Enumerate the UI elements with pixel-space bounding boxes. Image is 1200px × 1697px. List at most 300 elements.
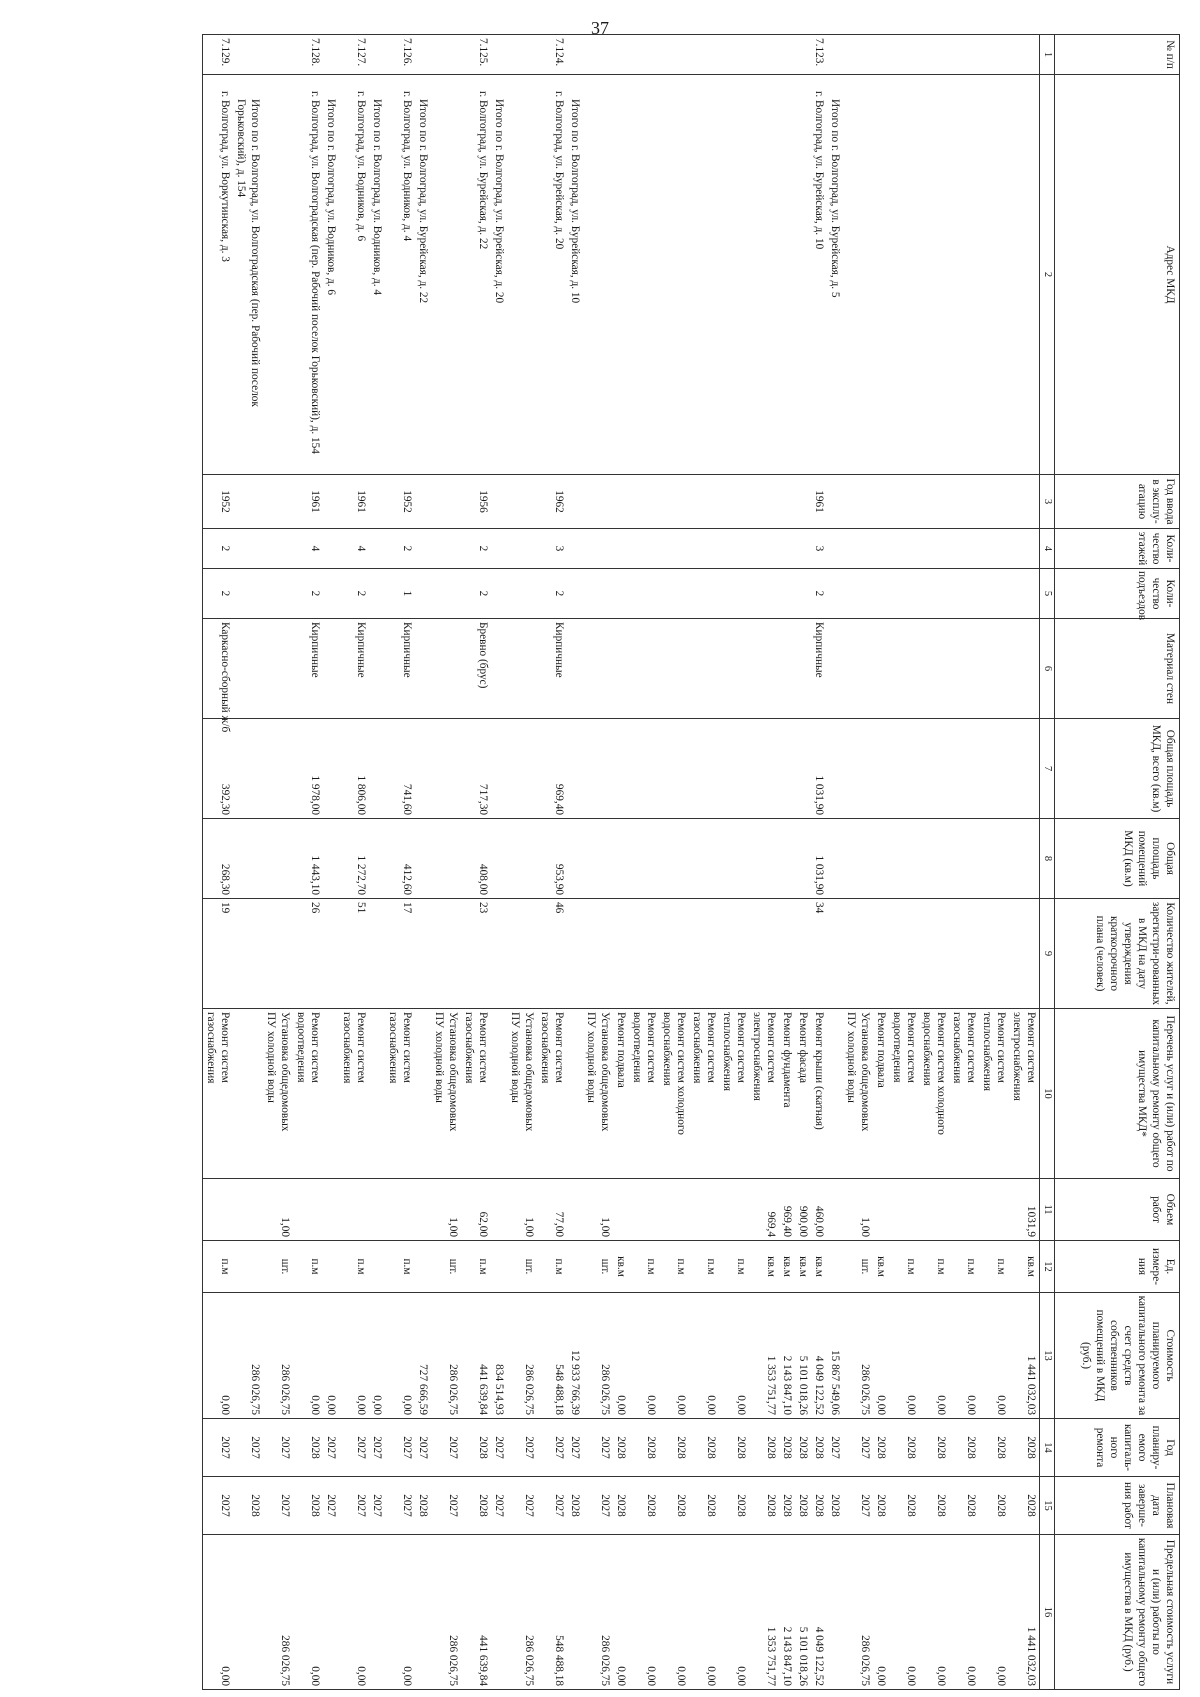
- address-cell: [843, 75, 873, 475]
- repair-year-cell: 2027: [339, 1419, 369, 1477]
- work-type-cell: [719, 1009, 749, 1179]
- work-type-line: водоотведения: [631, 1012, 643, 1083]
- repair-year-cell: 2027: [827, 1419, 843, 1477]
- wall-material-cell: [889, 619, 919, 719]
- end-date-cell: 2028: [795, 1477, 811, 1535]
- repair-year-cell: 2027: [263, 1419, 293, 1477]
- residents-cell: [979, 899, 1009, 1009]
- residents-cell: [843, 899, 873, 1009]
- end-date-cell: 2028: [659, 1477, 689, 1535]
- repair-year-cell: 2028: [659, 1419, 689, 1477]
- row-number: [889, 35, 919, 75]
- column-header: Объем работ: [1055, 1179, 1180, 1241]
- column-index: 7: [1040, 719, 1055, 819]
- entrances-cell: [873, 569, 889, 619]
- row-number: [659, 35, 689, 75]
- column-header: Общая площадь МКД, всего (кв.м): [1055, 719, 1180, 819]
- floors-cell: [583, 529, 613, 569]
- residents-cell: [779, 899, 795, 1009]
- repair-year-cell: 2027: [491, 1419, 507, 1477]
- repair-year-cell: 2028: [689, 1419, 719, 1477]
- work-type-line: ПУ холодной воды: [433, 1012, 445, 1103]
- repair-year-cell: 2028: [979, 1419, 1009, 1477]
- repair-year-cell: 2027: [431, 1419, 461, 1477]
- table-row: [889, 35, 919, 1690]
- page-number: 37: [591, 18, 609, 38]
- limit-cost-cell: [415, 1535, 431, 1690]
- column-index: 12: [1040, 1241, 1055, 1293]
- table-row: [629, 35, 659, 1690]
- unit-cell: п.м: [537, 1241, 567, 1293]
- address-cell: Итого по г. Волгоград, ул. Водников, д. 4: [369, 75, 385, 475]
- wall-material-cell: [979, 619, 1009, 719]
- wall-material-cell: Кирпичные: [293, 619, 323, 719]
- premises-area-cell: 1 443,10: [293, 819, 323, 899]
- table-row: [461, 35, 491, 1690]
- total-area-cell: [629, 719, 659, 819]
- limit-cost-cell: [491, 1535, 507, 1690]
- column-index: 6: [1040, 619, 1055, 719]
- work-type-line: Ремонт систем: [645, 1012, 657, 1083]
- column-index: 10: [1040, 1009, 1055, 1179]
- floors-cell: [415, 529, 431, 569]
- row-number: [843, 35, 873, 75]
- unit-cell: п.м: [339, 1241, 369, 1293]
- column-header: Коли-чество подъездов: [1055, 569, 1180, 619]
- unit-cell: п.м: [919, 1241, 949, 1293]
- table-row: [795, 35, 811, 1690]
- row-number: [919, 35, 949, 75]
- entrances-cell: [919, 569, 949, 619]
- year-cell: 1956: [461, 475, 491, 529]
- limit-cost-cell: [323, 1535, 339, 1690]
- limit-cost-cell: [567, 1535, 583, 1690]
- total-area-cell: [1009, 719, 1040, 819]
- year-cell: 1961: [293, 475, 323, 529]
- work-type-line: электроснабжения: [751, 1012, 763, 1101]
- premises-area-cell: [719, 819, 749, 899]
- entrances-cell: 2: [339, 569, 369, 619]
- repair-year-cell: 2027: [203, 1419, 234, 1477]
- column-index: 14: [1040, 1419, 1055, 1477]
- end-date-cell: 2028: [629, 1477, 659, 1535]
- volume-cell: 1,00: [507, 1179, 537, 1241]
- residents-cell: [491, 899, 507, 1009]
- year-cell: [369, 475, 385, 529]
- table-row: [719, 35, 749, 1690]
- limit-cost-cell: 548 488,18: [537, 1535, 567, 1690]
- work-type-line: Ремонт систем холодного: [675, 1012, 687, 1135]
- floors-cell: [827, 529, 843, 569]
- work-type-line: Ремонт подвала: [615, 1012, 627, 1088]
- entrances-cell: [659, 569, 689, 619]
- row-number: [827, 35, 843, 75]
- unit-cell: п.м: [889, 1241, 919, 1293]
- total-area-cell: [795, 719, 811, 819]
- wall-material-cell: [369, 619, 385, 719]
- unit-cell: кв.м: [613, 1241, 629, 1293]
- year-cell: [491, 475, 507, 529]
- premises-area-cell: [233, 819, 263, 899]
- work-type-line: Установка общедомовых: [523, 1012, 535, 1132]
- address-cell: [507, 75, 537, 475]
- total-area-cell: [233, 719, 263, 819]
- column-header: Год ввода в эксплу-атацию: [1055, 475, 1180, 529]
- total-area-cell: 741,60: [385, 719, 415, 819]
- year-cell: [779, 475, 795, 529]
- residents-cell: 46: [537, 899, 567, 1009]
- total-area-cell: [889, 719, 919, 819]
- address-cell: [795, 75, 811, 475]
- end-date-cell: 2027: [491, 1477, 507, 1535]
- work-type-line: Ремонт систем: [309, 1012, 321, 1083]
- work-type-line: ПУ холодной воды: [265, 1012, 277, 1103]
- row-number: 7.126.: [385, 35, 415, 75]
- floors-cell: [843, 529, 873, 569]
- total-area-cell: 392,30: [203, 719, 234, 819]
- end-date-cell: 2027: [263, 1477, 293, 1535]
- address-cell: Итого по г. Волгоград, ул. Бурейская, д. 20: [491, 75, 507, 475]
- rotated-table-container: [20, 34, 1180, 1689]
- row-number: 7.125.: [461, 35, 491, 75]
- wall-material-cell: [749, 619, 779, 719]
- total-area-cell: 1 806,00: [339, 719, 369, 819]
- work-type-cell: [629, 1009, 659, 1179]
- column-index: 1: [1040, 35, 1055, 75]
- address-cell: [613, 75, 629, 475]
- limit-cost-cell: 0,00: [919, 1535, 949, 1690]
- cost-cell: 0,00: [385, 1293, 415, 1419]
- repair-year-cell: 2028: [1009, 1419, 1040, 1477]
- work-type-line: Ремонт фундамента: [781, 1012, 793, 1108]
- residents-cell: [263, 899, 293, 1009]
- entrances-cell: [827, 569, 843, 619]
- entrances-cell: [749, 569, 779, 619]
- limit-cost-cell: 1 353 751,77: [749, 1535, 779, 1690]
- table-row: [613, 35, 629, 1690]
- unit-cell: [415, 1241, 431, 1293]
- total-area-cell: [749, 719, 779, 819]
- unit-cell: п.м: [203, 1241, 234, 1293]
- unit-cell: п.м: [461, 1241, 491, 1293]
- subtotal-row: [233, 35, 263, 1690]
- wall-material-cell: Кирпичные: [537, 619, 567, 719]
- wall-material-cell: [873, 619, 889, 719]
- total-area-cell: [827, 719, 843, 819]
- floors-cell: 2: [461, 529, 491, 569]
- work-type-line: Ремонт систем: [735, 1012, 747, 1083]
- total-area-cell: [979, 719, 1009, 819]
- column-header: № п/п: [1055, 35, 1180, 75]
- unit-cell: п.м: [629, 1241, 659, 1293]
- year-cell: [659, 475, 689, 529]
- floors-cell: [263, 529, 293, 569]
- cost-cell: 4 049 122,52: [811, 1293, 827, 1419]
- column-header: Материал стен: [1055, 619, 1180, 719]
- work-type-line: Ремонт систем холодного: [935, 1012, 947, 1135]
- wall-material-cell: Кирпичные: [339, 619, 369, 719]
- floors-cell: [233, 529, 263, 569]
- work-type-line: Ремонт фасада: [797, 1012, 809, 1084]
- wall-material-cell: [233, 619, 263, 719]
- work-type-cell: [811, 1009, 827, 1179]
- work-type-line: газоснабжения: [691, 1012, 703, 1084]
- total-area-cell: [415, 719, 431, 819]
- entrances-cell: 2: [537, 569, 567, 619]
- column-index: 4: [1040, 529, 1055, 569]
- work-type-cell: [583, 1009, 613, 1179]
- entrances-cell: [843, 569, 873, 619]
- column-index: 13: [1040, 1293, 1055, 1419]
- end-date-cell: 2028: [889, 1477, 919, 1535]
- volume-cell: [659, 1179, 689, 1241]
- cost-cell: 0,00: [919, 1293, 949, 1419]
- cost-cell: 1 353 751,77: [749, 1293, 779, 1419]
- table-body: [203, 35, 1040, 1690]
- volume-cell: [233, 1179, 263, 1241]
- premises-area-cell: [749, 819, 779, 899]
- entrances-cell: [689, 569, 719, 619]
- address-cell: [431, 75, 461, 475]
- repair-year-cell: 2027: [843, 1419, 873, 1477]
- cost-cell: 286 026,75: [233, 1293, 263, 1419]
- residents-cell: [795, 899, 811, 1009]
- premises-area-cell: 268,30: [203, 819, 234, 899]
- repair-year-cell: 2028: [749, 1419, 779, 1477]
- volume-cell: 969,4: [749, 1179, 779, 1241]
- year-cell: 1952: [385, 475, 415, 529]
- premises-area-cell: [827, 819, 843, 899]
- premises-area-cell: [369, 819, 385, 899]
- table-row: [979, 35, 1009, 1690]
- premises-area-cell: 1 031,90: [811, 819, 827, 899]
- premises-area-cell: [263, 819, 293, 899]
- limit-cost-cell: 286 026,75: [263, 1535, 293, 1690]
- volume-cell: [323, 1179, 339, 1241]
- repair-year-cell: 2028: [461, 1419, 491, 1477]
- work-type-line: теплоснабжения: [721, 1012, 733, 1092]
- row-number: [629, 35, 659, 75]
- total-area-cell: [491, 719, 507, 819]
- column-header: Коли-чество этажей: [1055, 529, 1180, 569]
- entrances-cell: [779, 569, 795, 619]
- premises-area-cell: [567, 819, 583, 899]
- column-index: 8: [1040, 819, 1055, 899]
- year-cell: [873, 475, 889, 529]
- year-cell: [719, 475, 749, 529]
- volume-cell: 900,00: [795, 1179, 811, 1241]
- volume-cell: 1031,9: [1009, 1179, 1040, 1241]
- end-date-cell: 2028: [949, 1477, 979, 1535]
- year-cell: 1952: [203, 475, 234, 529]
- total-area-cell: [689, 719, 719, 819]
- unit-cell: [323, 1241, 339, 1293]
- column-header: Общая площадь помещений МКД (кв.м): [1055, 819, 1180, 899]
- table-row: [811, 35, 827, 1690]
- total-area-cell: [919, 719, 949, 819]
- limit-cost-cell: 0,00: [659, 1535, 689, 1690]
- wall-material-cell: Бревно (брус): [461, 619, 491, 719]
- cost-cell: 834 514,93: [491, 1293, 507, 1419]
- row-number: [613, 35, 629, 75]
- repair-year-cell: 2027: [415, 1419, 431, 1477]
- address-cell: Итого по г. Волгоград, ул. Бурейская, д. 10: [567, 75, 583, 475]
- premises-area-cell: [431, 819, 461, 899]
- floors-cell: 4: [293, 529, 323, 569]
- floors-cell: [873, 529, 889, 569]
- column-header: Плановая дата заверше-ния работ: [1055, 1477, 1180, 1535]
- total-area-cell: [431, 719, 461, 819]
- repair-year-cell: 2028: [889, 1419, 919, 1477]
- end-date-cell: 2028: [827, 1477, 843, 1535]
- cost-cell: 727 666,59: [415, 1293, 431, 1419]
- address-cell: Итого по г. Волгоград, ул. Бурейская, д. 22: [415, 75, 431, 475]
- floors-cell: [323, 529, 339, 569]
- address-cell: [1009, 75, 1040, 475]
- residents-cell: [507, 899, 537, 1009]
- residents-cell: [567, 899, 583, 1009]
- total-area-cell: 969,40: [537, 719, 567, 819]
- residents-cell: [949, 899, 979, 1009]
- wall-material-cell: [491, 619, 507, 719]
- wall-material-cell: [323, 619, 339, 719]
- unit-cell: шт.: [507, 1241, 537, 1293]
- total-area-cell: 1 978,00: [293, 719, 323, 819]
- end-date-cell: 2027: [203, 1477, 234, 1535]
- residents-cell: [431, 899, 461, 1009]
- floors-cell: 2: [385, 529, 415, 569]
- column-header: Стоимость планируемого капитального ремонта за счет средств собственников помещений в МКД (руб.): [1055, 1293, 1180, 1419]
- year-cell: [919, 475, 949, 529]
- entrances-cell: 2: [811, 569, 827, 619]
- work-type-cell: [979, 1009, 1009, 1179]
- premises-area-cell: [689, 819, 719, 899]
- cost-cell: 286 026,75: [843, 1293, 873, 1419]
- cost-cell: 0,00: [889, 1293, 919, 1419]
- work-type-line: Установка общедомовых: [599, 1012, 611, 1132]
- floors-cell: [979, 529, 1009, 569]
- wall-material-cell: [719, 619, 749, 719]
- volume-cell: [491, 1179, 507, 1241]
- repair-year-cell: 2027: [567, 1419, 583, 1477]
- header-row: [1055, 35, 1180, 1690]
- limit-cost-cell: 0,00: [689, 1535, 719, 1690]
- row-number: [491, 35, 507, 75]
- work-type-line: газоснабжения: [341, 1012, 353, 1084]
- unit-cell: п.м: [385, 1241, 415, 1293]
- table-row: [203, 35, 234, 1690]
- repair-year-cell: 2028: [795, 1419, 811, 1477]
- work-type-cell: [779, 1009, 795, 1179]
- row-number: [1009, 35, 1040, 75]
- row-number: [583, 35, 613, 75]
- column-index: 9: [1040, 899, 1055, 1009]
- entrances-cell: [1009, 569, 1040, 619]
- cost-cell: 286 026,75: [583, 1293, 613, 1419]
- work-type-line: газоснабжения: [951, 1012, 963, 1084]
- residents-cell: 17: [385, 899, 415, 1009]
- work-type-line: Ремонт систем: [477, 1012, 489, 1083]
- work-type-line: водоотведения: [891, 1012, 903, 1083]
- cost-cell: 0,00: [293, 1293, 323, 1419]
- column-index: 15: [1040, 1477, 1055, 1535]
- end-date-cell: 2027: [369, 1477, 385, 1535]
- premises-area-cell: [583, 819, 613, 899]
- year-cell: [827, 475, 843, 529]
- work-type-cell: [659, 1009, 689, 1179]
- work-type-line: Ремонт систем: [1025, 1012, 1037, 1083]
- work-type-cell: [339, 1009, 369, 1179]
- table-row: [537, 35, 567, 1690]
- unit-cell: кв.м: [811, 1241, 827, 1293]
- volume-cell: [919, 1179, 949, 1241]
- work-type-line: водоснабжения: [661, 1012, 673, 1086]
- row-number: [233, 35, 263, 75]
- end-date-cell: 2028: [415, 1477, 431, 1535]
- unit-cell: кв.м: [779, 1241, 795, 1293]
- cost-cell: 0,00: [979, 1293, 1009, 1419]
- repair-year-cell: 2027: [369, 1419, 385, 1477]
- entrances-cell: [613, 569, 629, 619]
- work-type-cell: [369, 1009, 385, 1179]
- floors-cell: [507, 529, 537, 569]
- work-type-cell: [507, 1009, 537, 1179]
- work-type-line: Ремонт систем: [705, 1012, 717, 1083]
- row-number: 7.127.: [339, 35, 369, 75]
- year-cell: [567, 475, 583, 529]
- premises-area-cell: [415, 819, 431, 899]
- volume-cell: [613, 1179, 629, 1241]
- repair-year-cell: 2028: [949, 1419, 979, 1477]
- floors-cell: [629, 529, 659, 569]
- cost-cell: 5 101 018,26: [795, 1293, 811, 1419]
- year-cell: [415, 475, 431, 529]
- end-date-cell: 2028: [293, 1477, 323, 1535]
- column-index: 5: [1040, 569, 1055, 619]
- cost-cell: 15 867 549,06: [827, 1293, 843, 1419]
- year-cell: [979, 475, 1009, 529]
- cost-cell: 0,00: [689, 1293, 719, 1419]
- subtotal-row: [323, 35, 339, 1690]
- volume-cell: [339, 1179, 369, 1241]
- volume-cell: [949, 1179, 979, 1241]
- premises-area-cell: 408,00: [461, 819, 491, 899]
- work-type-line: газоснабжения: [387, 1012, 399, 1084]
- year-cell: [889, 475, 919, 529]
- volume-cell: [203, 1179, 234, 1241]
- entrances-cell: [233, 569, 263, 619]
- unit-cell: шт.: [843, 1241, 873, 1293]
- entrances-cell: [949, 569, 979, 619]
- limit-cost-cell: 2 143 847,10: [779, 1535, 795, 1690]
- address-cell: [749, 75, 779, 475]
- volume-cell: 1,00: [263, 1179, 293, 1241]
- premises-area-cell: 1 272,70: [339, 819, 369, 899]
- work-type-line: Ремонт систем: [905, 1012, 917, 1083]
- work-type-cell: [491, 1009, 507, 1179]
- limit-cost-cell: 286 026,75: [583, 1535, 613, 1690]
- work-type-cell: [873, 1009, 889, 1179]
- floors-cell: 3: [811, 529, 827, 569]
- work-type-line: Ремонт систем: [401, 1012, 413, 1083]
- table-row: [583, 35, 613, 1690]
- floors-cell: [369, 529, 385, 569]
- column-header: Адрес МКД: [1055, 75, 1180, 475]
- residents-cell: [369, 899, 385, 1009]
- end-date-cell: 2028: [461, 1477, 491, 1535]
- wall-material-cell: [659, 619, 689, 719]
- work-type-cell: [795, 1009, 811, 1179]
